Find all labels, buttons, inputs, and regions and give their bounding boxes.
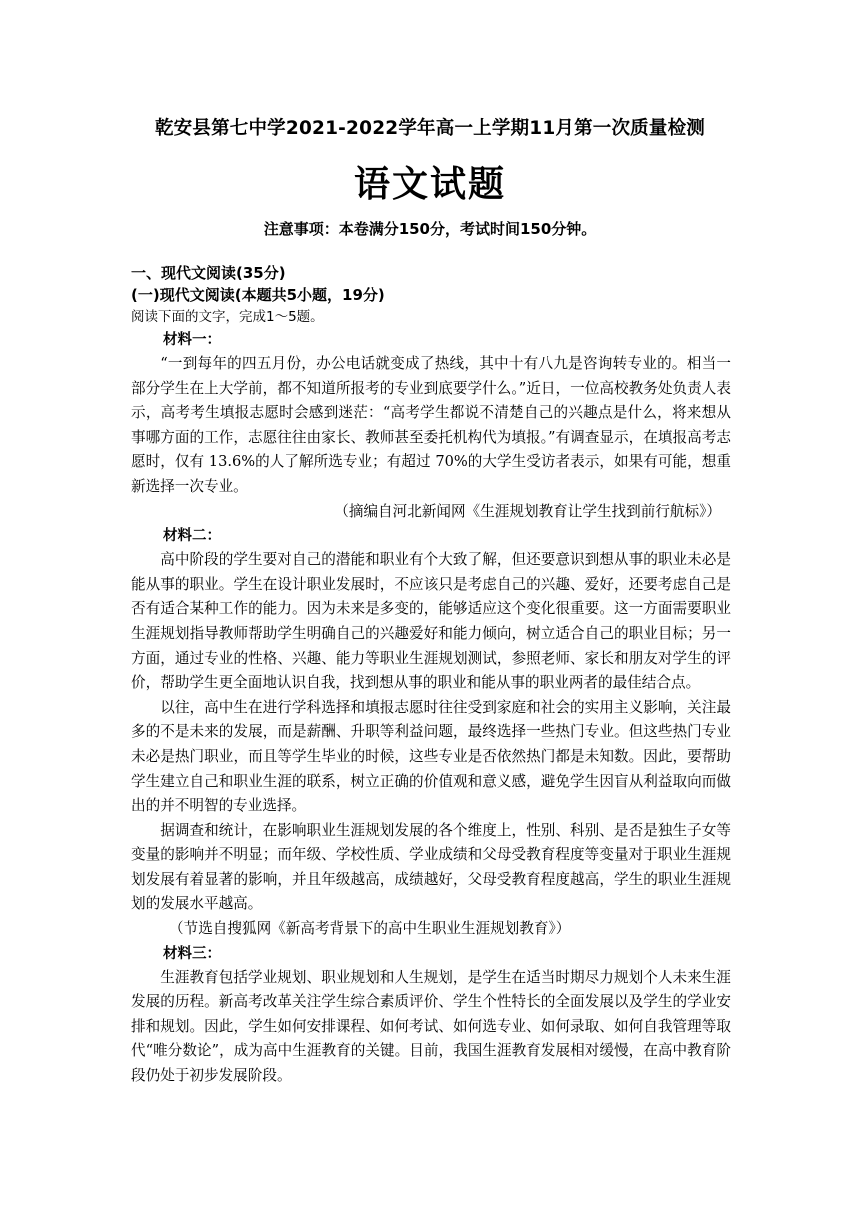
material-2-paragraph-1: 高中阶段的学生要对自己的潜能和职业有个大致了解，但还要意识到想从事的职业未必是能从事的职业。学生在设计职业发展时，不应该只是考虑自己的兴趣、爱好，还要考虑自己是否有适合某种工作的能力。因为未来是多变的，能够适应这个变化很重要。这一方面需要职业生涯规划指导教师帮助学生明确自己的兴趣爱好和能力倾向，树立适合自己的职业目标；另一方面，通过专业的性格、兴趣、能力等职业生涯规划测试，参照老师、家长和朋友对学生的评价，帮助学生更全面地认识自我，找到想从事的职业和能从事的职业两者的最佳结合点。 (131, 551, 731, 692)
reading-instruction: 阅读下面的文字，完成1～5题。 (131, 309, 324, 325)
material-1-source: （摘编自河北新闻网《生涯规划教育让学生找到前行航标》） (334, 502, 721, 520)
exam-content (131, 262, 731, 1089)
material-2-paragraph-3: 据调查和统计，在影响职业生涯规划发展的各个维度上，性别、科别、是否是独生子女等变量的影响并不明显；而年级、学校性质、学业成绩和父母受教育程度等变量对于职业生涯规划发展有着显著的影响，并且年级越高，成绩越好，父母受教育程度越高，学生的职业生涯规划的发展水平越高。 (131, 821, 731, 913)
exam-notice: 注意事项：本卷满分150分，考试时间150分钟。 (263, 220, 597, 238)
material-2-paragraph-2: 以往，高中生在进行学科选择和填报志愿时往往受到家庭和社会的实用主义影响，关注最多的不是未来的发展，而是薪酬、升职等利益问题，最终选择一些热门专业。但这些热门专业未必是热门职业，而且等学生毕业的时候，这些专业是否依然热门都是未知数。因此，要帮助学生建立自己和职业生涯的联系，树立正确的价值观和意义感，避免学生因盲从利益取向而做出的并不明智的专业选择。 (131, 698, 731, 815)
material-2-label: 材料二： (163, 528, 221, 545)
material-1-label: 材料一： (163, 332, 221, 348)
material-2-source: （节选自搜狐网《新高考背景下的高中生职业生涯规划教育》） (169, 920, 571, 938)
part-heading: 一、现代文阅读(35分) (131, 264, 286, 282)
school-exam-title: 乾安县第七中学2021-2022学年高一上学期11月第一次质量检测 (154, 118, 705, 139)
material-3-label: 材料三： (163, 945, 221, 962)
subject-title: 语文试题 (353, 163, 506, 205)
material-3-paragraph-1: 生涯教育包括学业规划、职业规划和人生规划，是学生在适当时期尽力规划个人未来生涯发展的历程。新高考改革关注学生综合素质评价、学生个性特长的全面发展以及学生的学业安排和规划。因此，学生如何安排课程、如何考试、如何选专业、如何录取、如何自我管理等取代“唯分数论”，成为高中生涯教育的关键。目前，我国生涯教育发展相对缓慢，在高中教育阶段仍处于初步发展阶段。 (131, 968, 731, 1085)
sub-heading: (一)现代文阅读(本题共5小题，19分) (131, 286, 385, 304)
material-1-paragraph-1: “一到每年的四五月份，办公电话就变成了热线，其中十有八九是咨询转专业的。相当一部分学生在上大学前，都不知道所报考的专业到底要学什么。”近日，一位高校教务处负责人表示，高考考生填报志愿时会感到迷茫：“高考学生都说不清楚自己的兴趣点是什么，将来想从事哪方面的工作，志愿往往由家长、教师甚至委托机构代为填报。”有调查显示，在填报高考志愿时，仅有 13.6%的人了解所选专业；有超过 70%的大学生受访者表示，如果有可能，想重新选择一次专业。 (131, 355, 731, 495)
